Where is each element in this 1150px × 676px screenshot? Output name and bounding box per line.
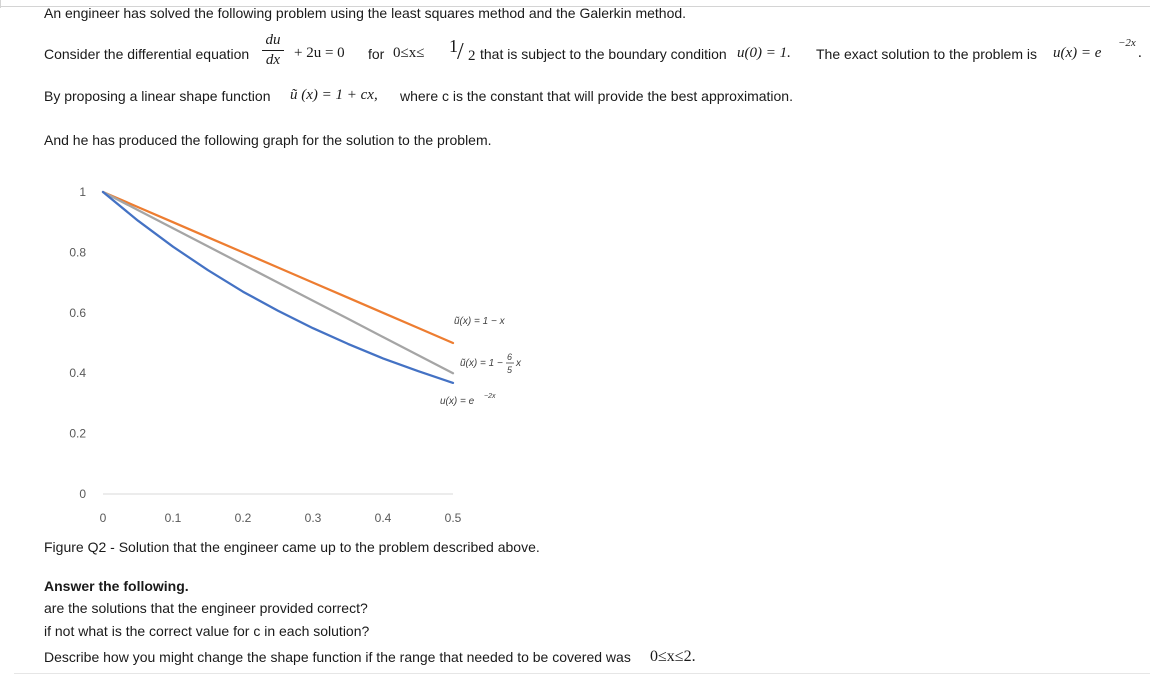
plus-2u-term: + 2u = 0 bbox=[294, 45, 345, 61]
question-3-range: 0≤x≤2. bbox=[650, 648, 696, 665]
y-tick-label: 0.2 bbox=[69, 426, 86, 441]
label-gray-frac-num: 6 bbox=[507, 352, 513, 362]
solution-chart bbox=[40, 170, 580, 536]
answer-heading: Answer the following. bbox=[44, 578, 189, 594]
label-gray-suffix: x bbox=[516, 358, 521, 369]
curve-labels bbox=[440, 316, 522, 407]
x-tick-label: 0.5 bbox=[444, 511, 462, 525]
for-word: for bbox=[368, 46, 385, 62]
domain-range: 0≤x≤ bbox=[393, 45, 425, 61]
figure-caption: Figure Q2 - Solution that the engineer came up to the problem described above. bbox=[44, 539, 540, 555]
boundary-condition-text: that is subject to the boundary condition bbox=[480, 46, 727, 62]
label-blue-curve: u(x) = e bbox=[440, 396, 475, 407]
y-tick-label: 1 bbox=[79, 185, 86, 199]
y-axis-ticks bbox=[69, 185, 86, 501]
x-axis-ticks bbox=[100, 511, 462, 525]
fraction-numerator: du bbox=[265, 32, 281, 48]
exact-solution-period: . bbox=[1138, 45, 1142, 61]
exact-solution-math: u(x) = e bbox=[1053, 45, 1102, 61]
half-slash: / bbox=[457, 39, 464, 65]
fraction-denominator: dx bbox=[265, 52, 281, 68]
y-tick-label: 0 bbox=[79, 487, 86, 501]
boundary-condition-math: u(0) = 1. bbox=[737, 45, 791, 61]
shape-tail-text: where c is the constant that will provide the best approximation. bbox=[400, 88, 793, 104]
series-line-2 bbox=[103, 192, 453, 373]
series-line-3 bbox=[103, 192, 453, 383]
y-tick-label: 0.8 bbox=[69, 245, 86, 260]
label-gray-curve: ũ(x) = 1 − bbox=[460, 358, 503, 369]
shape-function-math: ũ (x) = 1 + cx, bbox=[290, 87, 378, 103]
frame-bottom-rule bbox=[14, 673, 1150, 674]
half-denominator: 2 bbox=[468, 48, 476, 64]
fraction-bar bbox=[262, 50, 284, 51]
question-2: if not what is the correct value for c in each solution? bbox=[44, 623, 370, 639]
label-blue-exponent: −2x bbox=[484, 393, 496, 400]
shape-lead-text: By proposing a linear shape function bbox=[44, 88, 271, 104]
y-tick-label: 0.4 bbox=[69, 366, 86, 381]
x-tick-label: 0.3 bbox=[304, 511, 322, 525]
y-tick-label: 0.6 bbox=[69, 305, 86, 320]
x-tick-label: 0 bbox=[99, 511, 107, 525]
exact-solution-text: The exact solution to the problem is bbox=[816, 46, 1038, 62]
label-orange-curve: ũ(x) = 1 − x bbox=[454, 316, 505, 327]
series-line-1 bbox=[103, 192, 453, 343]
equation-lead-text: Consider the differential equation bbox=[44, 46, 250, 62]
half-numerator: 1 bbox=[449, 36, 458, 56]
exact-solution-exponent: −2x bbox=[1118, 37, 1136, 49]
label-gray-frac-den: 5 bbox=[507, 365, 513, 375]
x-tick-label: 0.4 bbox=[374, 511, 392, 525]
intro-text: An engineer has solved the following problem using the least squares method and the Galerkin method. bbox=[44, 5, 687, 21]
graph-intro-text: And he has produced the following graph for the solution to the problem. bbox=[44, 132, 492, 148]
du-dx-fraction bbox=[262, 32, 284, 69]
series-lines bbox=[103, 192, 453, 383]
x-tick-label: 0.1 bbox=[164, 511, 182, 525]
question-3: Describe how you might change the shape function if the range that needed to be covered was bbox=[44, 649, 631, 665]
question-1: are the solutions that the engineer provided correct? bbox=[44, 600, 368, 616]
x-tick-label: 0.2 bbox=[234, 511, 252, 525]
